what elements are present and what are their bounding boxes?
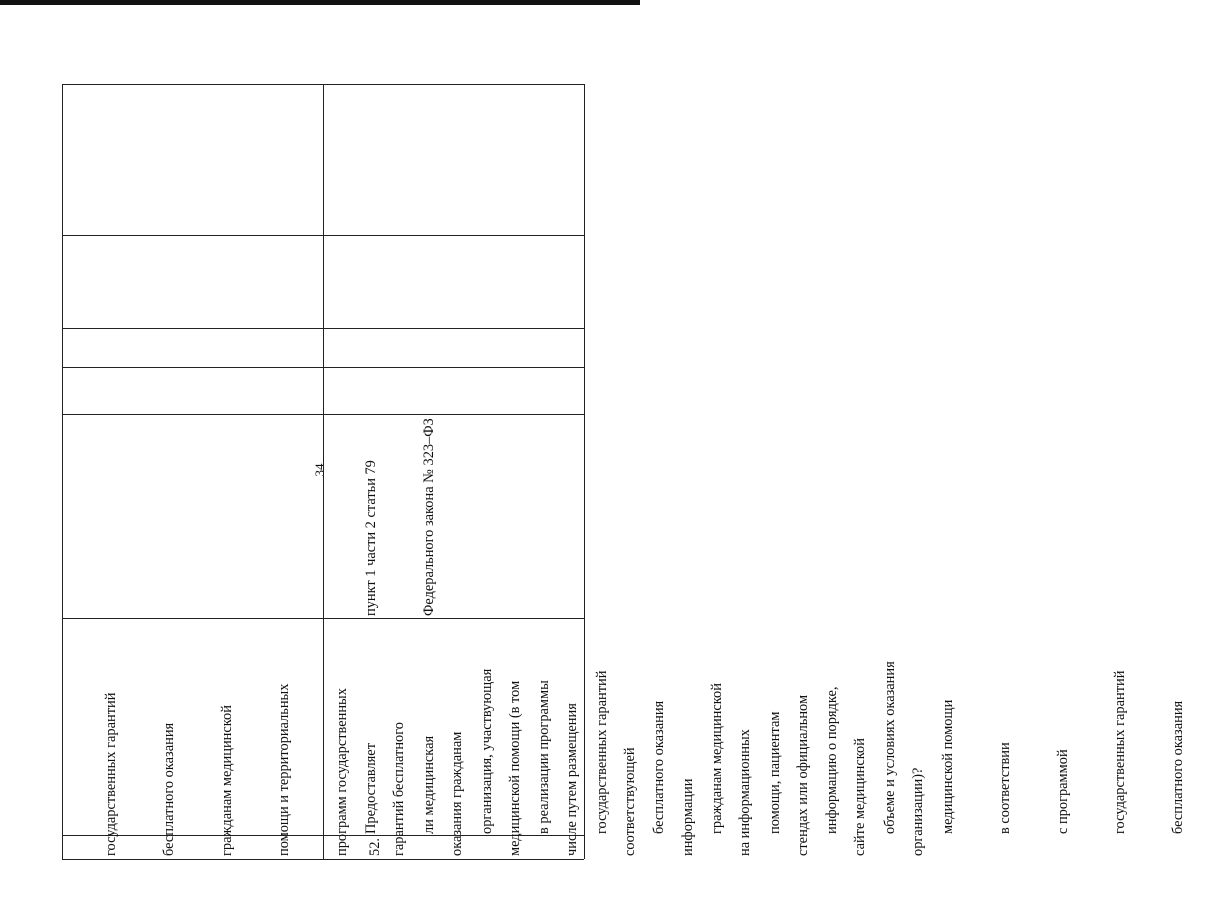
column-divider-5	[62, 618, 584, 619]
column-divider-4	[62, 414, 584, 415]
column-divider-2	[62, 328, 584, 329]
page-number: 34	[312, 463, 327, 477]
table-border-left	[62, 84, 63, 859]
checklist-table	[62, 84, 1186, 859]
reference-cell-52: пункт 1 части 2 статьи 79 Федерального закона № 323–ФЗ	[363, 418, 438, 616]
column-divider-3	[62, 367, 584, 368]
column-divider-1	[62, 235, 584, 236]
question-cell-52: Предоставляет ли медицинская организация, участвующая в реализации программы государственных гарантий бесплатного оказания гражданам медицинской помощи, пациентам информацию о порядке, объеме и условиях оказания медицинской помощи в соответствии с программой государственных гарантий бесплатного оказания	[363, 661, 1186, 834]
row-number: 52.	[367, 838, 384, 856]
question-cell-previous: государственных гарантий бесплатного оказания гражданам медицинской помощи и территориальных программ государственных гарантий бесплатного оказания гражданам медицинской помощи (в том числе путем размещения соответствующей информации на информационных стендах или официальном сайте медицинской организации)?	[103, 680, 926, 856]
top-edge-bar	[0, 0, 640, 5]
table-border-bottom	[62, 859, 584, 860]
